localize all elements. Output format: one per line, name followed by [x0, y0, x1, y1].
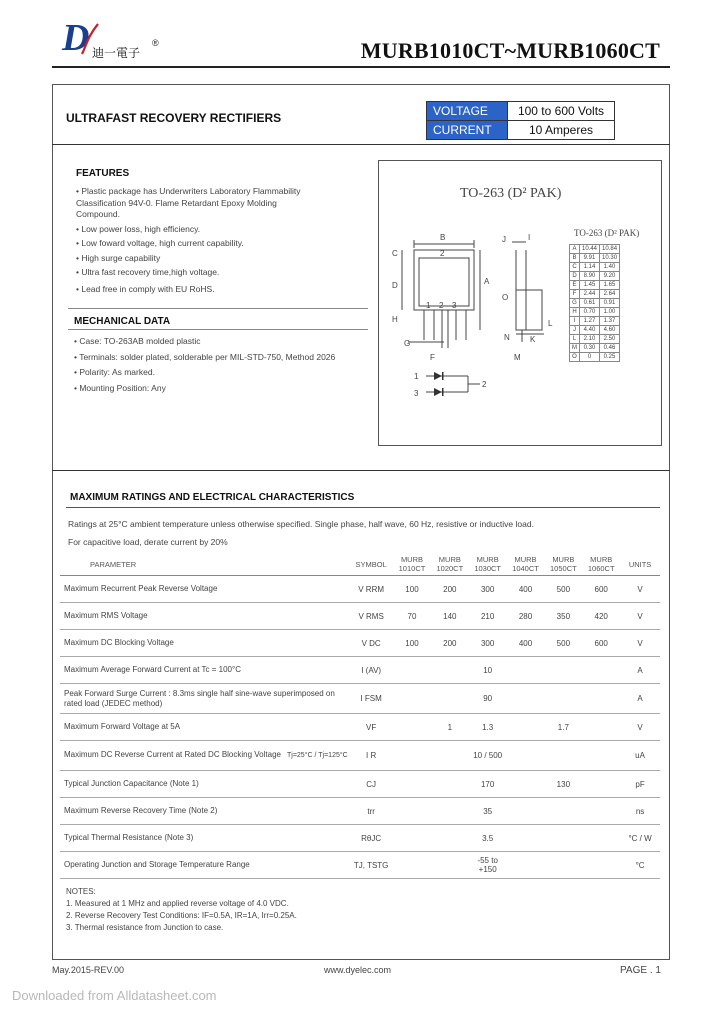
value-cell: [431, 657, 469, 684]
value-cell: -55 to +150: [477, 856, 498, 874]
title-rule: [52, 144, 670, 145]
mechanical-item: • Polarity: As marked.: [74, 367, 155, 377]
value-cell: [431, 771, 469, 798]
col-murb1060: MURB 1060CT: [587, 555, 615, 573]
value-cell: 500: [556, 638, 571, 648]
value-cell: [393, 798, 431, 825]
col-units: UNITS: [628, 559, 652, 569]
dim-cell: 8.90: [580, 272, 600, 281]
package-outline-drawing: [384, 230, 566, 430]
value-cell: [544, 798, 582, 825]
table-row: [60, 714, 660, 741]
schematic-pin-1: 1: [414, 372, 419, 381]
dim-row: [570, 254, 620, 263]
table-row: [60, 798, 660, 825]
features-heading: FEATURES: [76, 168, 130, 179]
voltage-value: 100 to 600 Volts: [508, 102, 615, 121]
value-cell: 1.3: [482, 722, 494, 732]
ratings-top-rule: [52, 470, 670, 471]
unit-cell: A: [637, 694, 643, 703]
mechanical-rule: [68, 329, 368, 330]
param-cell: Maximum Recurrent Peak Reverse Voltage: [64, 584, 218, 593]
dim-cell: C: [570, 263, 580, 272]
dim-cell: 0: [580, 353, 600, 362]
notes-heading: NOTES:: [66, 887, 96, 896]
dim-row: [570, 245, 620, 254]
value-cell: 3.5: [482, 833, 494, 843]
param-cell: Maximum Average Forward Current at Tc = 100°C: [64, 665, 241, 674]
company-logo: [60, 17, 170, 64]
ratings-heading-rule: [66, 507, 660, 508]
dim-row: [570, 281, 620, 290]
value-cell: [582, 798, 620, 825]
param-cell: Typical Thermal Resistance (Note 3): [64, 833, 194, 842]
value-cell: [393, 657, 431, 684]
dim-cell: M: [570, 344, 580, 353]
drawing-label-N: N: [504, 333, 510, 342]
col-murb1010: MURB 1010CT: [398, 555, 426, 573]
dim-cell: 0.25: [600, 353, 620, 362]
dim-row: [570, 290, 620, 299]
mechanical-item: • Terminals: solder plated, solderable per MIL-STD-750, Method 2026: [74, 351, 336, 362]
product-title: ULTRAFAST RECOVERY RECTIFIERS: [66, 111, 282, 125]
value-cell: [582, 771, 620, 798]
ratings-note-1: Ratings at 25°C ambient temperature unless otherwise specified. Single phase, half wave, 60 Hz, resistive or inductive load.: [68, 519, 534, 529]
dim-cell: 0.61: [580, 299, 600, 308]
unit-cell: °C / W: [628, 833, 652, 843]
dim-cell: G: [570, 299, 580, 308]
mechanical-list: [74, 334, 335, 396]
param-cell: Maximum RMS Voltage: [64, 611, 148, 620]
unit-cell: ns: [635, 806, 645, 816]
part-number-header: MURB1010CT~MURB1060CT: [360, 38, 660, 63]
value-cell: 210: [480, 611, 495, 621]
value-cell: [544, 852, 582, 879]
table-row: [60, 630, 660, 657]
value-cell: [544, 684, 582, 714]
symbol-cell: RθJC: [361, 833, 382, 843]
current-value: 10 Amperes: [508, 121, 615, 140]
drawing-label-D: D: [392, 281, 398, 290]
col-murb1050: MURB 1050CT: [550, 555, 577, 573]
param-cell: Maximum Reverse Recovery Time (Note 2): [64, 806, 218, 815]
table-row: [60, 741, 660, 771]
dim-cell: 1.14: [580, 263, 600, 272]
dim-cell: L: [570, 335, 580, 344]
drawing-label-H: H: [392, 315, 398, 324]
dim-cell: 0.46: [600, 344, 620, 353]
dim-row: [570, 263, 620, 272]
value-cell: 140: [443, 611, 457, 621]
dim-cell: 9.91: [580, 254, 600, 263]
drawing-tab-2: 2: [440, 249, 445, 258]
drawing-label-I: I: [528, 233, 531, 242]
value-cell: 200: [443, 584, 457, 594]
unit-cell: V: [637, 584, 643, 594]
value-cell: [507, 741, 545, 771]
value-cell: [544, 741, 582, 771]
features-rule: [68, 308, 368, 309]
voltage-label: VOLTAGE: [427, 102, 508, 121]
value-cell: 10 / 500: [473, 751, 503, 760]
value-cell: 100: [405, 638, 419, 648]
col-parameter: PARAMETER: [90, 559, 137, 569]
table-row: [60, 771, 660, 798]
value-cell: [507, 771, 545, 798]
dim-cell: 10.84: [600, 245, 620, 254]
dim-cell: 9.20: [600, 272, 620, 281]
dim-cell: D: [570, 272, 580, 281]
value-cell: [431, 798, 469, 825]
ratings-note-2: For capacitive load, derate current by 20%: [68, 537, 228, 547]
table-row: [60, 852, 660, 879]
value-cell: [393, 714, 431, 741]
drawing-label-J: J: [502, 235, 506, 244]
header-rule: [52, 66, 670, 68]
drawing-pin-2: 2: [439, 301, 444, 310]
dim-cell: 1.65: [600, 281, 620, 290]
dim-cell: O: [570, 353, 580, 362]
symbol-cell: I R: [366, 751, 377, 760]
mechanical-item: • Mounting Position: Any: [74, 382, 166, 393]
value-cell: 300: [480, 584, 495, 594]
symbol-cell: I FSM: [360, 694, 382, 703]
dim-cell: A: [570, 245, 580, 254]
unit-cell: °C: [635, 860, 645, 870]
drawing-label-O: O: [502, 293, 509, 302]
registered-mark: ®: [152, 38, 159, 48]
dim-cell: 1.37: [600, 317, 620, 326]
unit-cell: V: [637, 611, 643, 621]
footer-page: PAGE . 1: [620, 965, 661, 976]
dim-row: [570, 308, 620, 317]
mechanical-item: • Case: TO-263AB molded plastic: [74, 336, 201, 346]
feature-item: • Low foward voltage, high current capability.: [76, 238, 244, 248]
drawing-label-F: F: [430, 353, 435, 362]
value-cell: 400: [518, 584, 533, 594]
dim-cell: 2.64: [600, 290, 620, 299]
table-header-row: [60, 553, 660, 576]
value-cell: [507, 657, 545, 684]
drawing-label-M: M: [514, 353, 521, 362]
value-cell: 1: [447, 722, 453, 732]
notes-block: [66, 886, 297, 934]
col-murb1040: MURB 1040CT: [512, 555, 539, 573]
value-cell: 420: [594, 611, 608, 621]
value-cell: [393, 771, 431, 798]
voltage-current-box: [426, 101, 615, 140]
current-label: CURRENT: [427, 121, 508, 140]
table-row: [60, 825, 660, 852]
schematic-pin-2: 2: [482, 380, 487, 389]
note-item: 1. Measured at 1 MHz and applied reverse voltage of 4.0 VDC.: [66, 899, 289, 908]
dim-row: [570, 353, 620, 362]
value-cell: 200: [443, 638, 457, 648]
dim-cell: F: [570, 290, 580, 299]
param-cell: Maximum Forward Voltage at 5A: [64, 722, 181, 731]
symbol-cell: V RMS: [358, 611, 384, 621]
value-cell: 35: [483, 806, 493, 816]
drawing-pin-1: 1: [426, 301, 431, 310]
feature-item: • Ultra fast recovery time,high voltage.: [76, 267, 220, 277]
watermark: Downloaded from Alldatasheet.com: [12, 988, 217, 1003]
dim-cell: 1.40: [600, 263, 620, 272]
value-cell: [507, 852, 545, 879]
unit-cell: pF: [635, 779, 645, 789]
value-cell: [431, 825, 469, 852]
drawing-label-G: G: [404, 339, 411, 348]
dim-cell: 0.30: [580, 344, 600, 353]
footer-website[interactable]: www.dyelec.com: [324, 965, 392, 975]
feature-item: • High surge capability: [76, 252, 161, 263]
note-item: 3. Thermal resistance from Junction to case.: [66, 923, 224, 932]
value-cell: [544, 657, 582, 684]
value-cell: [582, 714, 620, 741]
dim-cell: E: [570, 281, 580, 290]
symbol-cell: V RRM: [358, 584, 385, 594]
col-symbol: SYMBOL: [355, 559, 387, 569]
value-cell: [507, 714, 545, 741]
package-title: TO-263 (D² PAK): [460, 186, 562, 201]
unit-cell: V: [637, 638, 643, 648]
feature-item: • Low power loss, high efficiency.: [76, 223, 201, 234]
value-cell: [431, 852, 469, 879]
dim-row: [570, 344, 620, 353]
footer-revision: May.2015-REV.00: [52, 965, 125, 975]
dimension-table: [569, 244, 620, 362]
value-cell: [431, 684, 469, 714]
value-cell: [582, 825, 620, 852]
dim-cell: 10.30: [600, 254, 620, 263]
value-cell: 70: [407, 611, 417, 621]
dim-cell: J: [570, 326, 580, 335]
drawing-label-L: L: [548, 319, 553, 328]
unit-cell: uA: [635, 751, 645, 760]
note-item: 2. Reverse Recovery Test Conditions: IF=0.5A, IR=1A, Irr=0.25A.: [66, 911, 297, 920]
param-cell: Typical Junction Capacitance (Note 1): [64, 779, 199, 788]
drawing-label-K: K: [530, 335, 536, 344]
value-cell: 90: [483, 694, 493, 703]
value-cell: [393, 684, 431, 714]
value-cell: 300: [480, 638, 495, 648]
dim-cell: 4.60: [600, 326, 620, 335]
col-murb1020: MURB 1020CT: [436, 555, 464, 573]
logo-mark: D: [62, 17, 90, 59]
table-row: [60, 657, 660, 684]
symbol-cell: TJ, TSTG: [353, 860, 389, 870]
feature-item: • Plastic package has Underwriters Laboratory Flammability Classification 94V-0. Flame Retardant Epoxy Molding Compound.: [76, 186, 301, 219]
dim-cell: I: [570, 317, 580, 326]
drawing-pin-3: 3: [452, 301, 457, 310]
symbol-cell: V DC: [361, 638, 381, 648]
features-list: [76, 186, 306, 295]
value-cell: [507, 798, 545, 825]
dim-cell: 0.91: [600, 299, 620, 308]
unit-cell: V: [637, 722, 643, 732]
value-cell: 280: [518, 611, 533, 621]
drawing-label-B: B: [440, 233, 446, 242]
unit-cell: A: [637, 665, 643, 675]
dim-cell: 2.50: [600, 335, 620, 344]
value-cell: 100: [405, 584, 419, 594]
value-cell: 1.7: [557, 722, 569, 732]
col-murb1030: MURB 1030CT: [474, 555, 502, 573]
value-cell: 600: [594, 638, 608, 648]
drawing-label-A: A: [484, 277, 490, 286]
dim-cell: 4.40: [580, 326, 600, 335]
value-cell: 130: [556, 779, 571, 789]
value-cell: 400: [518, 638, 533, 648]
param-cell: Operating Junction and Storage Temperature Range: [64, 860, 250, 869]
value-cell: [393, 825, 431, 852]
table-row: [60, 603, 660, 630]
symbol-cell: CJ: [366, 779, 377, 789]
value-cell: 500: [556, 584, 571, 594]
schematic-pin-3: 3: [414, 389, 419, 398]
dim-cell: 1.45: [580, 281, 600, 290]
drawing-label-C: C: [392, 249, 398, 258]
company-name-cn: 迪一電子: [92, 46, 141, 60]
value-cell: [393, 741, 431, 771]
dim-table-title: TO-263 (D² PAK): [574, 228, 640, 238]
mechanical-heading: MECHANICAL DATA: [74, 316, 171, 327]
electrical-characteristics-table: [60, 553, 660, 879]
param-condition: Tj=25°C / Tj=125°C: [286, 752, 348, 759]
dim-cell: 2.44: [580, 290, 600, 299]
value-cell: 170: [480, 779, 495, 789]
param-cell: Maximum DC Blocking Voltage: [64, 638, 174, 647]
ratings-heading: MAXIMUM RATINGS AND ELECTRICAL CHARACTERISTICS: [70, 492, 355, 503]
symbol-cell: I (AV): [361, 665, 382, 675]
dim-cell: B: [570, 254, 580, 263]
param-cell: Peak Forward Surge Current : 8.3ms single half sine-wave superimposed on rated load (JEDEC method): [64, 688, 335, 708]
dim-row: [570, 272, 620, 281]
dim-row: [570, 326, 620, 335]
dim-row: [570, 299, 620, 308]
value-cell: [507, 825, 545, 852]
param-cell: Maximum DC Reverse Current at Rated DC Blocking Voltage Tj=25°C / Tj=125°C: [64, 750, 348, 759]
value-cell: [582, 684, 620, 714]
value-cell: [582, 657, 620, 684]
value-cell: [431, 741, 469, 771]
value-cell: [544, 825, 582, 852]
feature-item: • Lead free in comply with EU RoHS.: [76, 283, 215, 294]
dim-row: [570, 335, 620, 344]
dim-cell: 0.70: [580, 308, 600, 317]
dim-cell: H: [570, 308, 580, 317]
dim-cell: 1.00: [600, 308, 620, 317]
value-cell: [507, 684, 545, 714]
table-row: [60, 576, 660, 603]
symbol-cell: trr: [367, 806, 375, 816]
value-cell: [582, 852, 620, 879]
value-cell: 350: [556, 611, 571, 621]
value-cell: 600: [594, 584, 608, 594]
dim-row: [570, 317, 620, 326]
value-cell: [582, 741, 620, 771]
dim-cell: 2.10: [580, 335, 600, 344]
value-cell: 10: [483, 665, 493, 675]
value-cell: [393, 852, 431, 879]
dim-cell: 1.27: [580, 317, 600, 326]
dim-cell: 10.44: [580, 245, 600, 254]
table-row: [60, 684, 660, 714]
symbol-cell: VF: [366, 722, 377, 732]
